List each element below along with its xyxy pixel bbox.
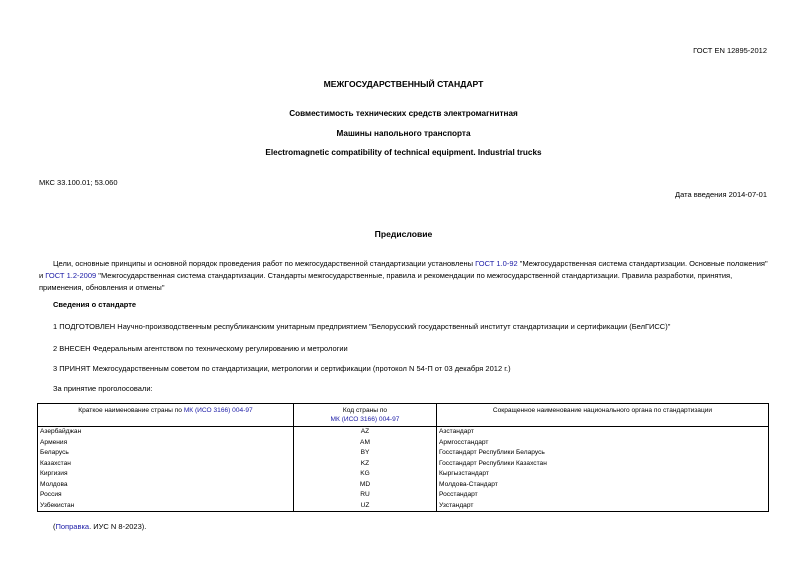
- table-row: [38, 501, 769, 512]
- amendment-note: (Поправка. ИУС N 8-2023).: [53, 522, 147, 531]
- table-row: [38, 459, 769, 470]
- standards-body: Госстандарт Республики Беларусь: [437, 448, 769, 459]
- country-code: RU: [294, 490, 437, 501]
- amendment-link[interactable]: Поправка: [55, 522, 90, 531]
- table-row: [38, 427, 769, 438]
- mk-iso-3166-link[interactable]: МК (ИСО 3166) 004-97: [183, 407, 253, 414]
- header-country-name: Краткое наименование страны по МК (ИСО 3166) 004-97: [38, 404, 294, 427]
- country-code: KZ: [294, 459, 437, 470]
- preface-text-1: Цели, основные принципы и основной порядок проведения работ по межгосударственной стандартизации установлены: [53, 259, 476, 268]
- info-item-submitted: 2 ВНЕСЕН Федеральным агентством по техническому регулированию и метрологии: [53, 344, 348, 353]
- standards-body: Узстандарт: [437, 501, 769, 512]
- table-row: [38, 480, 769, 491]
- standard-type-heading: МЕЖГОСУДАРСТВЕННЫЙ СТАНДАРТ: [323, 79, 484, 89]
- table-row: [38, 438, 769, 449]
- country-code: AZ: [294, 427, 437, 438]
- mk-iso-3166-link-2[interactable]: МК (ИСО 3166) 004-97: [330, 416, 400, 423]
- country-code: BY: [294, 448, 437, 459]
- voted-label: За принятие проголосовали:: [53, 384, 153, 393]
- country-name: Беларусь: [38, 448, 294, 459]
- standards-body: Госстандарт Республики Казахстан: [437, 459, 769, 470]
- country-name: Азербайджан: [38, 427, 294, 438]
- standards-body: Росстандарт: [437, 490, 769, 501]
- header-standards-body: Сокращенное наименование национального органа по стандартизации: [437, 404, 769, 427]
- country-name: Молдова: [38, 480, 294, 491]
- table-header-row: [38, 404, 769, 427]
- gost-1-0-92-link[interactable]: ГОСТ 1.0-92: [475, 259, 518, 268]
- country-code: KG: [294, 469, 437, 480]
- preface-text-3: "Межгосударственная система стандартизации. Стандарты межгосударственные, правила и рекомендации по межгосударственной стандартизации. Правила разработки, принятия, применения, обновления и отмены": [39, 271, 733, 292]
- preface-heading: Предисловие: [374, 229, 433, 239]
- standards-body: Молдова-Стандарт: [437, 480, 769, 491]
- table-row: [38, 490, 769, 501]
- title-ru-line-1: Совместимость технических средств электромагнитная: [289, 109, 518, 118]
- standard-info-heading: Сведения о стандарте: [53, 300, 137, 309]
- title-en: Electromagnetic compatibility of technical equipment. Industrial trucks: [265, 148, 542, 157]
- standards-body: Кыргызстандарт: [437, 469, 769, 480]
- voting-countries-table: [37, 403, 769, 512]
- country-code: MD: [294, 480, 437, 491]
- country-name: Узбекистан: [38, 501, 294, 512]
- gost-1-2-2009-link[interactable]: ГОСТ 1.2-2009: [45, 271, 97, 280]
- title-ru-line-2: Машины напольного транспорта: [336, 129, 471, 138]
- standards-body: Армгосстандарт: [437, 438, 769, 449]
- country-name: Россия: [38, 490, 294, 501]
- header-country-code: Код страны по МК (ИСО 3166) 004-97: [294, 404, 437, 427]
- country-code: UZ: [294, 501, 437, 512]
- country-code: AM: [294, 438, 437, 449]
- mks-code: МКС 33.100.01; 53.060: [39, 178, 118, 187]
- table-row: [38, 469, 769, 480]
- preface-text-2: "Межгосударственная система стандартизации. Основные положения" и: [39, 259, 768, 280]
- country-name: Армения: [38, 438, 294, 449]
- info-item-prepared: 1 ПОДГОТОВЛЕН Научно-производственным республиканским унитарным предприятием "Белорусский государственный институт стандартизации и сертификации (БелГИСС)": [53, 322, 671, 331]
- standards-body: Азстандарт: [437, 427, 769, 438]
- table-row: [38, 448, 769, 459]
- document-code: ГОСТ EN 12895-2012: [693, 46, 767, 55]
- country-name: Казахстан: [38, 459, 294, 470]
- preface-paragraph: [39, 258, 769, 294]
- introduction-date: Дата введения 2014-07-01: [675, 190, 767, 199]
- info-item-adopted: 3 ПРИНЯТ Межгосударственным советом по стандартизации, метрологии и сертификации (протокол N 54-П от 03 декабря 2012 г.): [53, 364, 511, 373]
- country-name: Киргизия: [38, 469, 294, 480]
